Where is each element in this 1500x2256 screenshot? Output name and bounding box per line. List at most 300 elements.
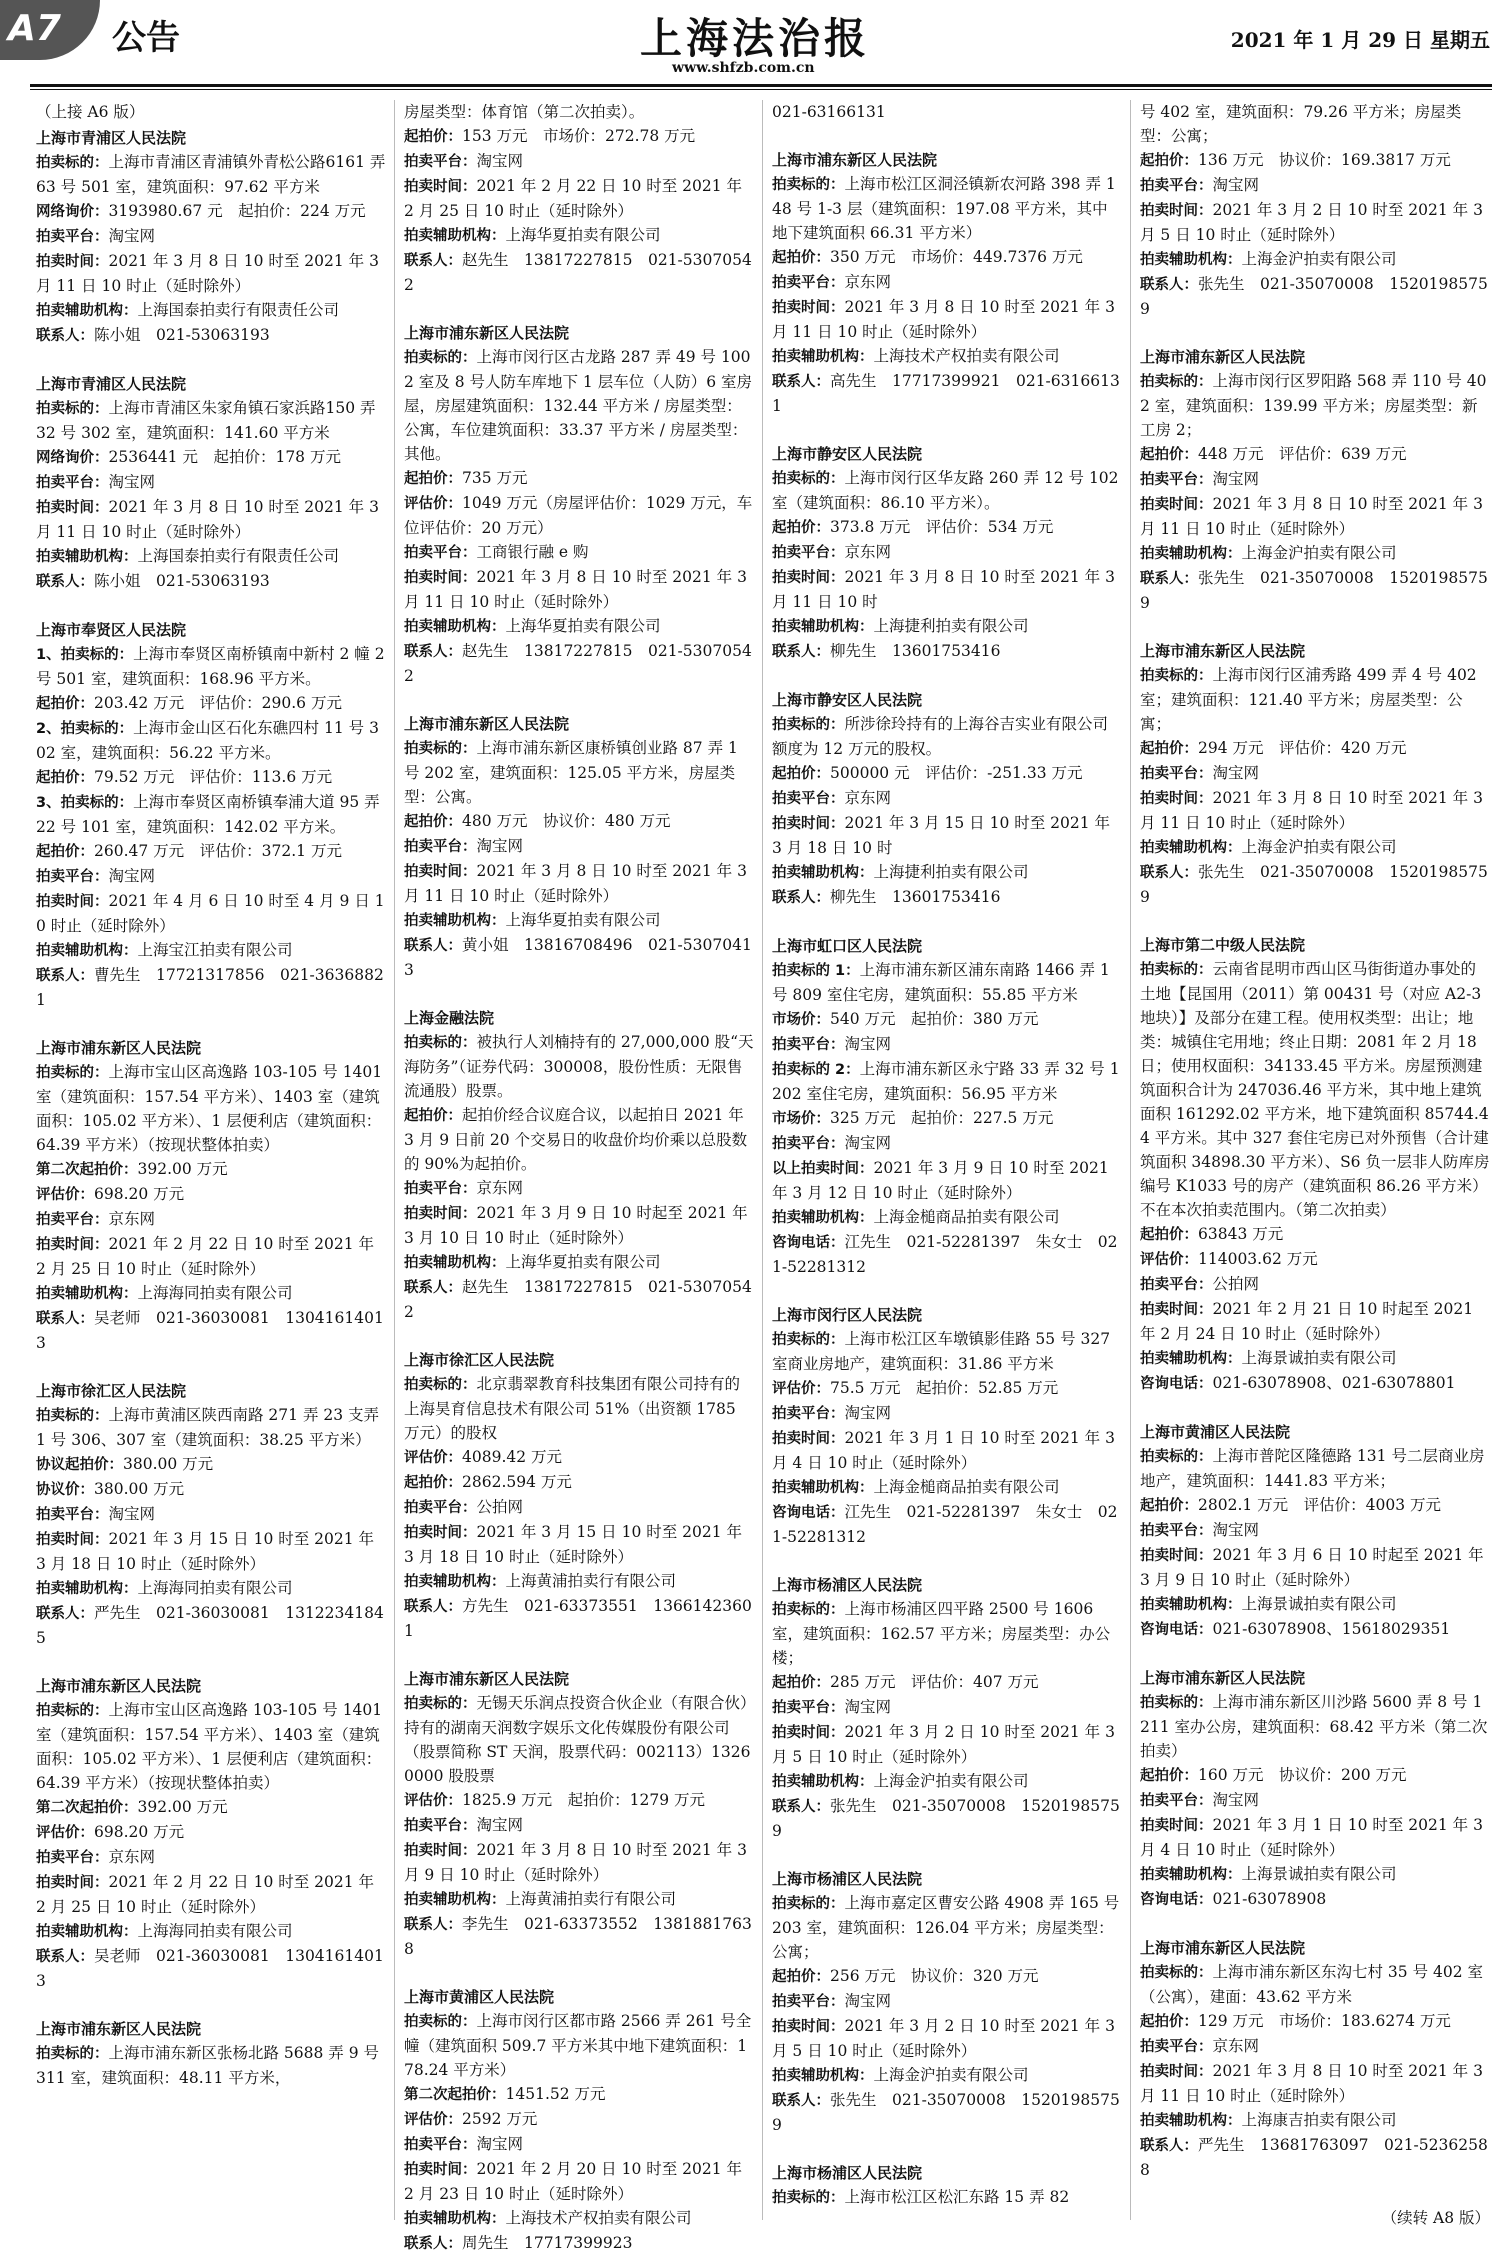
notice-line xyxy=(404,1445,754,1470)
notice-line xyxy=(404,614,754,639)
notice-line xyxy=(36,1232,386,1281)
field-value: 上海市宝山区高逸路 103-105 号 1401 室（建筑面积：157.54 平方米）、1403 室（建筑面积：105.02 平方米）、1 层便利店（建筑面积：64.39 平方米）（按现状整体拍卖） xyxy=(36,1063,383,1154)
notice-line xyxy=(1140,1247,1490,1272)
field-label: 拍卖时间： xyxy=(404,1206,477,1222)
field-value: 上海市闵行区罗阳路 568 弄 110 号 402 室，建筑面积：139.99 平方米；房屋类型：新工房 2； xyxy=(1140,372,1487,439)
field-value: 2021 年 3 月 2 日 10 时至 2021 年 3 月 5 日 10 时止（延时除外） xyxy=(1140,201,1483,244)
field-label: 起拍价： xyxy=(1140,741,1198,757)
field-value: 2021 年 3 月 8 日 10 时至 2021 年 3 月 9 日 10 时止（延时除外） xyxy=(404,1841,747,1884)
field-label: 拍卖标的： xyxy=(36,155,109,171)
field-value: 赵先生 13817227815 021-53070542 xyxy=(404,251,752,294)
notice-line xyxy=(36,1820,386,1845)
field-label: 评估价： xyxy=(36,1187,94,1203)
notice-line xyxy=(404,345,754,466)
field-value: 吴老师 021-36030081 13041614013 xyxy=(36,1947,384,1990)
field-value: 上海金沪拍卖有限公司 xyxy=(873,2066,1029,2084)
field-label: 联系人： xyxy=(36,1311,94,1327)
notice-line xyxy=(1140,1518,1490,1543)
field-label: 拍卖辅助机构： xyxy=(1140,840,1242,856)
notice-line xyxy=(1140,786,1490,835)
field-label: 拍卖标的： xyxy=(1140,962,1213,978)
field-label: 拍卖平台： xyxy=(772,1700,845,1716)
field-value: 136 万元 协议价：169.3817 万元 xyxy=(1198,151,1451,169)
field-label: 拍卖时间： xyxy=(772,1431,845,1447)
field-label: 拍卖平台： xyxy=(404,1500,477,1516)
field-value: 上海康吉拍卖有限公司 xyxy=(1241,2111,1397,2129)
field-label: 拍卖时间： xyxy=(404,570,477,586)
field-value: 京东网 xyxy=(108,1848,156,1866)
notice-line xyxy=(36,642,386,691)
auction-notice xyxy=(404,1667,754,1961)
field-value: 京东网 xyxy=(844,543,892,561)
field-label: 协议起拍价： xyxy=(36,1457,123,1473)
notice-line xyxy=(772,2014,1122,2063)
field-value: 540 万元 起拍价：380 万元 xyxy=(830,1010,1039,1028)
notice-line xyxy=(36,1795,386,1820)
field-value: 上海市杨浦区四平路 2500 号 1606 室，建筑面积：162.57 平方米；房屋类型：办公楼； xyxy=(772,1600,1111,1667)
field-value: 上海海同拍卖有限公司 xyxy=(137,1579,293,1597)
field-value: 张先生 021-35070008 15201985759 xyxy=(1140,863,1488,906)
field-label: 拍卖平台： xyxy=(1140,1793,1213,1809)
notice-line xyxy=(772,1670,1122,1695)
notice-line xyxy=(1140,1272,1490,1297)
court-name: 上海市徐汇区人民法院 xyxy=(404,1351,555,1369)
notice-line xyxy=(1140,247,1490,272)
field-value: 上海景诚拍卖有限公司 xyxy=(1241,1595,1397,1613)
field-value: 北京翡翠教育科技集团有限公司持有的上海昊育信息技术有限公司 51%（出资额 1785 万元）的股权 xyxy=(404,1375,741,1442)
field-label: 拍卖标的： xyxy=(772,2190,845,2206)
notice-line xyxy=(36,249,386,298)
field-value: 上海市宝山区高逸路 103-105 号 1401 室（建筑面积：157.54 平方米）、1403 室（建筑面积：105.02 平方米）、1 层便利店（建筑面积：64.39 平方米）（按现状整体拍卖） xyxy=(36,1701,383,1792)
field-label: 拍卖平台： xyxy=(36,229,109,245)
notice-line xyxy=(1140,1592,1490,1617)
field-label: 拍卖平台： xyxy=(404,839,477,855)
auction-notice xyxy=(1140,1666,1490,1912)
field-value: 上海市金山区石化东礁四村 11 号 302 室，建筑面积：56.22 平方米。 xyxy=(36,719,379,762)
notice-line xyxy=(36,963,386,1012)
field-label: 第二次起拍价： xyxy=(36,1800,138,1816)
notice-line xyxy=(1140,442,1490,467)
field-label: 拍卖平台： xyxy=(772,545,845,561)
field-value: 350 万元 市场价：449.7376 万元 xyxy=(830,248,1083,266)
notice-line xyxy=(404,491,754,540)
field-label: 拍卖标的： xyxy=(1140,1695,1213,1711)
field-value: 2021 年 3 月 8 日 10 时至 2021 年 3 月 11 日 10 时止（延时除外） xyxy=(1140,495,1483,538)
field-label: 评估价： xyxy=(1140,1252,1198,1268)
notice-line xyxy=(404,2231,754,2256)
auction-notice xyxy=(772,1303,1122,1549)
field-value: 陈小姐 021-53063193 xyxy=(94,326,270,344)
notice-line xyxy=(1140,1960,1490,2009)
field-value: 2021 年 2 月 20 日 10 时至 2021 年 2 月 23 日 10 时止（延时除外） xyxy=(404,2160,743,2203)
field-label: 拍卖标的： xyxy=(772,471,845,487)
notice-line xyxy=(404,565,754,614)
field-value: 淘宝网 xyxy=(476,1816,524,1834)
field-value: 上海市浦东新区张杨北路 5688 弄 9 号 311 室，建筑面积：48.11 平方米， xyxy=(36,2044,380,2087)
field-label: 拍卖平台： xyxy=(772,1994,845,2010)
notice-line xyxy=(404,1838,754,1887)
notice-line xyxy=(36,2041,386,2090)
court-name: 上海市浦东新区人民法院 xyxy=(1140,1939,1306,1957)
field-value: 吴老师 021-36030081 13041614013 xyxy=(36,1309,384,1352)
field-value: 2021 年 4 月 6 日 10 时至 4 月 9 日 10 时止（延时除外） xyxy=(36,892,385,935)
field-label: 拍卖标的： xyxy=(36,401,109,417)
field-label: 拍卖标的 2： xyxy=(772,1062,860,1078)
notice-line xyxy=(772,1695,1122,1720)
field-value: 上海市闵行区华友路 260 弄 12 号 102 室（建筑面积：86.10 平方米）。 xyxy=(772,469,1119,512)
notice-line xyxy=(36,1845,386,1870)
field-label: 起拍价： xyxy=(36,844,94,860)
field-label: 拍卖辅助机构： xyxy=(36,1286,138,1302)
field-value: 上海金沪拍卖有限公司 xyxy=(1241,544,1397,562)
field-label: 联系人： xyxy=(772,644,830,660)
field-value: 2536441 元 起拍价：178 万元 xyxy=(108,448,341,466)
notice-line xyxy=(1140,2009,1490,2034)
court-name: 上海市浦东新区人民法院 xyxy=(404,1670,570,1688)
field-label: 起拍价： xyxy=(772,520,830,536)
field-value: 淘宝网 xyxy=(108,1505,156,1523)
field-label: 拍卖辅助机构： xyxy=(772,865,874,881)
field-label: 拍卖时间： xyxy=(404,179,477,195)
field-value: 黄小姐 13816708496 021-53070413 xyxy=(404,936,752,979)
notice-line xyxy=(404,736,754,809)
auction-notice xyxy=(404,321,754,688)
field-label: 拍卖标的： xyxy=(1140,1449,1213,1465)
notice-line xyxy=(772,712,1122,761)
notice-line xyxy=(36,1527,386,1576)
notice-line xyxy=(772,1205,1122,1230)
notice-line xyxy=(36,1919,386,1944)
notice-line xyxy=(36,199,386,224)
auction-notice xyxy=(772,688,1122,910)
field-value: 上海市奉贤区南桥镇奉浦大道 95 弄 22 号 101 室，建筑面积：142.02 平方米。 xyxy=(36,793,380,836)
field-label: 联系人： xyxy=(404,1599,462,1615)
field-label: 拍卖辅助机构： xyxy=(1140,1597,1242,1613)
field-label: 协议价： xyxy=(36,1482,94,1498)
field-value: 淘宝网 xyxy=(844,1992,892,2010)
notice-line xyxy=(404,149,754,174)
field-value: 153 万元 市场价：272.78 万元 xyxy=(462,127,696,145)
field-value: 京东网 xyxy=(1212,2037,1260,2055)
field-label: 拍卖时间： xyxy=(404,864,477,880)
auction-notice xyxy=(404,712,754,982)
notice-line xyxy=(404,2009,754,2082)
notice-line xyxy=(404,1201,754,1250)
notice-line xyxy=(772,1769,1122,1794)
field-label: 拍卖时间： xyxy=(36,1875,109,1891)
field-label: 咨询电话： xyxy=(1140,1376,1213,1392)
notice-line xyxy=(1140,957,1490,1222)
court-name: 上海市杨浦区人民法院 xyxy=(772,1576,923,1594)
notice-line xyxy=(1140,1493,1490,1518)
notice-line xyxy=(772,245,1122,270)
field-label: 联系人： xyxy=(36,1606,94,1622)
field-label: 拍卖平台： xyxy=(404,1181,477,1197)
notice-line xyxy=(772,1106,1122,1131)
field-value: 上海捷利拍卖有限公司 xyxy=(873,863,1029,881)
field-label: 拍卖平台： xyxy=(404,2137,477,2153)
field-label: 拍卖时间： xyxy=(36,500,109,516)
field-value: 严先生 13681763097 021-52362588 xyxy=(1140,2136,1488,2179)
field-value: 373.8 万元 评估价：534 万元 xyxy=(830,518,1054,536)
notice-line xyxy=(404,1250,754,1275)
field-label: 拍卖时间： xyxy=(772,570,845,586)
field-value: 上海市浦东新区川沙路 5600 弄 8 号 1211 室办公房，建筑面积：68.42 平方米（第二次拍卖） xyxy=(1140,1693,1488,1760)
field-label: 拍卖时间： xyxy=(36,1237,109,1253)
field-value: 淘宝网 xyxy=(1212,470,1260,488)
notice-line xyxy=(1140,541,1490,566)
field-label: 拍卖时间： xyxy=(772,2019,845,2035)
court-name: 上海市闵行区人民法院 xyxy=(772,1306,923,1324)
notice-line xyxy=(36,1060,386,1157)
field-value: 上海宝江拍卖有限公司 xyxy=(137,941,293,959)
notice-line xyxy=(772,1500,1122,1549)
auction-notice xyxy=(772,934,1122,1279)
field-label: 拍卖平台： xyxy=(772,275,845,291)
field-label: 拍卖辅助机构： xyxy=(404,2211,506,2227)
field-label: 拍卖时间： xyxy=(36,254,109,270)
field-value: 上海金沪拍卖有限公司 xyxy=(1241,250,1397,268)
field-value: 上海市松江区松汇东路 15 弄 82 xyxy=(844,2188,1070,2206)
notice-line xyxy=(36,691,386,716)
auction-notice xyxy=(1140,639,1490,909)
field-value: 柳先生 13601753416 xyxy=(830,642,1001,660)
notice-line xyxy=(404,2132,754,2157)
court-name: 上海市浦东新区人民法院 xyxy=(36,1039,202,1057)
notice-line xyxy=(404,223,754,248)
notice-line xyxy=(1140,566,1490,615)
court-name: 上海市第二中级人民法院 xyxy=(1140,936,1306,954)
field-value: 陈小姐 021-53063193 xyxy=(94,572,270,590)
notice-line xyxy=(36,1576,386,1601)
field-value: 2021 年 3 月 8 日 10 时至 2021 年 3 月 11 日 10 时止（延时除外） xyxy=(404,568,747,611)
notice-line xyxy=(404,639,754,688)
field-label: 拍卖时间： xyxy=(1140,203,1213,219)
court-name: 上海市浦东新区人民法院 xyxy=(36,2020,202,2038)
field-value: 京东网 xyxy=(108,1210,156,1228)
field-value: 上海金槌商品拍卖有限公司 xyxy=(873,1208,1060,1226)
field-value: 698.20 万元 xyxy=(94,1185,185,1203)
continued-from: （上接 A6 版） xyxy=(36,103,145,121)
header-rule xyxy=(30,84,1492,87)
field-value: 上海技术产权拍卖有限公司 xyxy=(505,2209,692,2227)
auction-notice xyxy=(36,1036,386,1355)
notice-line xyxy=(404,2107,754,2132)
field-label: 拍卖时间： xyxy=(1140,497,1213,513)
field-value: 淘宝网 xyxy=(844,1698,892,1716)
field-value: 张先生 021-35070008 15201985759 xyxy=(1140,569,1488,612)
field-label: 拍卖标的： xyxy=(36,1065,109,1081)
notice-line xyxy=(36,716,386,765)
field-value: 淘宝网 xyxy=(1212,1791,1260,1809)
notice-line xyxy=(36,445,386,470)
auction-notice xyxy=(772,442,1122,664)
header-rule-thin xyxy=(30,89,1492,90)
notice-line xyxy=(404,1103,754,1176)
notice-line xyxy=(404,2206,754,2231)
auction-notice xyxy=(404,1006,754,1324)
notice-line xyxy=(404,1470,754,1495)
court-name: 上海市徐汇区人民法院 xyxy=(36,1382,187,1400)
notice-line xyxy=(772,295,1122,344)
field-value: 2592 万元 xyxy=(462,2110,538,2128)
field-value: 735 万元 xyxy=(462,469,528,487)
auction-notice xyxy=(772,100,1122,124)
field-value: 1049 万元（房屋评估价：1029 万元，车位评估价：20 万元） xyxy=(404,494,753,537)
auction-notice xyxy=(772,1573,1122,1843)
field-value: 淘宝网 xyxy=(1212,1521,1260,1539)
notice-line xyxy=(404,1030,754,1103)
field-value: 021-63166131 xyxy=(772,103,886,121)
field-value: 2021 年 3 月 1 日 10 时至 2021 年 3 月 4 日 10 时止（延时除外） xyxy=(772,1429,1115,1472)
field-label: 拍卖标的： xyxy=(1140,1965,1213,1981)
field-label: 联系人： xyxy=(1140,277,1198,293)
notice-line xyxy=(772,1230,1122,1279)
field-value: 256 万元 协议价：320 万元 xyxy=(830,1967,1039,1985)
notice-line xyxy=(772,1426,1122,1475)
field-label: 拍卖标的： xyxy=(772,1602,845,1618)
notice-line xyxy=(772,1156,1122,1205)
field-value: 上海市黄浦区陕西南路 271 弄 23 支弄 1 号 306、307 室（建筑面积：38.25 平方米） xyxy=(36,1406,380,1449)
field-label: 拍卖标的： xyxy=(404,1035,477,1051)
notice-line xyxy=(404,809,754,834)
notice-line xyxy=(404,100,754,124)
notice-line xyxy=(1140,1543,1490,1592)
field-value: 2021 年 3 月 15 日 10 时至 2021 年 3 月 18 日 10 时止（延时除外） xyxy=(404,1523,743,1566)
notice-line xyxy=(1140,173,1490,198)
field-label: 网络询价： xyxy=(36,450,109,466)
field-value: 淘宝网 xyxy=(1212,764,1260,782)
field-label: 咨询电话： xyxy=(1140,1892,1213,1908)
field-value: 380.00 万元 xyxy=(123,1455,214,1473)
field-label: 起拍价： xyxy=(36,770,94,786)
court-name: 上海市虹口区人民法院 xyxy=(772,937,923,955)
field-label: 第二次起拍价： xyxy=(36,1162,138,1178)
court-name: 上海市黄浦区人民法院 xyxy=(1140,1423,1291,1441)
field-label: 评估价： xyxy=(404,496,462,512)
notice-line xyxy=(36,224,386,249)
field-label: 第二次起拍价： xyxy=(404,2087,506,2103)
field-value: 79.52 万元 评估价：113.6 万元 xyxy=(94,768,333,786)
notice-line xyxy=(772,1720,1122,1769)
field-value: 上海市浦东新区浦东南路 1466 弄 1 号 809 室住宅房，建筑面积：55.85 平方米 xyxy=(772,961,1110,1004)
notice-line xyxy=(772,1376,1122,1401)
field-value: 上海海同拍卖有限公司 xyxy=(137,1922,293,1940)
field-label: 联系人： xyxy=(772,890,830,906)
notice-line xyxy=(1140,492,1490,541)
notice-line xyxy=(36,1698,386,1795)
field-value: 2021 年 3 月 1 日 10 时至 2021 年 3 月 4 日 10 时止（延时除外） xyxy=(1140,1816,1483,1859)
court-name: 上海市青浦区人民法院 xyxy=(36,375,187,393)
auction-notice xyxy=(404,1985,754,2256)
field-label: 拍卖平台： xyxy=(36,1507,109,1523)
field-label: 拍卖辅助机构： xyxy=(1140,2113,1242,2129)
field-label: 拍卖平台： xyxy=(772,791,845,807)
field-value: 2021 年 3 月 6 日 10 时起至 2021 年 3 月 9 日 10 时止（延时除外） xyxy=(1140,1546,1484,1589)
notice-line xyxy=(772,2185,1122,2210)
field-label: 拍卖时间： xyxy=(1140,1302,1213,1318)
field-label: 拍卖平台： xyxy=(36,475,109,491)
field-label: 联系人： xyxy=(404,2236,462,2252)
field-label: 拍卖辅助机构： xyxy=(36,1581,138,1597)
notice-line xyxy=(36,864,386,889)
newspaper-url: www.shfzb.com.cn xyxy=(672,60,815,76)
field-value: 上海华夏拍卖有限公司 xyxy=(505,911,661,929)
notice-line xyxy=(1140,1813,1490,1862)
field-label: 联系人： xyxy=(772,374,830,390)
field-label: 联系人： xyxy=(404,644,462,660)
field-value: 3193980.67 元 起拍价：224 万元 xyxy=(108,202,366,220)
field-label: 拍卖辅助机构： xyxy=(36,943,138,959)
notice-line xyxy=(404,1912,754,1961)
field-label: 拍卖辅助机构： xyxy=(404,1255,506,1271)
notice-line xyxy=(404,1813,754,1838)
notice-line xyxy=(404,1569,754,1594)
field-label: 联系人： xyxy=(1140,865,1198,881)
field-label: 市场价： xyxy=(772,1012,830,1028)
field-value: 上海市闵行区浦秀路 499 弄 4 号 402 室；建筑面积：121.40 平方米；房屋类型：公寓； xyxy=(1140,666,1477,733)
field-value: 起拍价经合议庭合议，以起拍日 2021 年 3 月 9 日前 20 个交易日的收盘价均价乘以总股数的 90%为起拍价。 xyxy=(404,1106,748,1173)
auction-notice xyxy=(1140,1936,1490,2182)
notice-line xyxy=(36,470,386,495)
notice-line xyxy=(772,639,1122,664)
field-value: 2021 年 3 月 8 日 10 时至 2021 年 3 月 11 日 10 时止（延时除外） xyxy=(1140,789,1483,832)
field-label: 联系人： xyxy=(36,574,94,590)
notice-line xyxy=(1140,198,1490,247)
notice-line xyxy=(1140,1763,1490,1788)
newspaper-logo: 上海法治报 xyxy=(640,14,871,63)
field-label: 拍卖时间： xyxy=(36,1532,109,1548)
column-3 xyxy=(772,100,1122,2220)
field-value: 500000 元 评估价：-251.33 万元 xyxy=(830,764,1083,782)
court-name: 上海市浦东新区人民法院 xyxy=(1140,1669,1306,1687)
field-label: 联系人： xyxy=(1140,2138,1198,2154)
notice-line xyxy=(404,540,754,565)
notice-line xyxy=(1140,1617,1490,1642)
field-label: 拍卖标的： xyxy=(404,2014,477,2030)
field-label: 联系人： xyxy=(772,2093,830,2109)
notice-line xyxy=(36,1452,386,1477)
notice-line xyxy=(36,323,386,348)
court-name: 上海市浦东新区人民法院 xyxy=(772,151,938,169)
field-label: 起拍价： xyxy=(772,1675,830,1691)
notice-line xyxy=(36,298,386,323)
field-value: 上海景诚拍卖有限公司 xyxy=(1241,1865,1397,1883)
field-value: 392.00 万元 xyxy=(137,1798,228,1816)
notice-line xyxy=(1140,663,1490,736)
auction-notice xyxy=(1140,933,1490,1396)
notice-line xyxy=(36,765,386,790)
field-value: 2802.1 万元 评估价：4003 万元 xyxy=(1198,1496,1442,1514)
field-value: 2021 年 3 月 8 日 10 时至 2021 年 3 月 11 日 10 时止（延时除外） xyxy=(36,252,379,295)
notice-line xyxy=(772,1794,1122,1843)
field-value: 2021 年 2 月 22 日 10 时至 2021 年 2 月 25 日 10 时止（延时除外） xyxy=(36,1873,375,1916)
field-value: 上海黄浦拍卖行有限公司 xyxy=(505,1572,677,1590)
notice-line xyxy=(1140,369,1490,442)
field-label: 拍卖标的： xyxy=(36,1703,109,1719)
field-label: 拍卖时间： xyxy=(1140,1548,1213,1564)
notice-line xyxy=(36,1870,386,1919)
notice-line xyxy=(772,860,1122,885)
field-value: 392.00 万元 xyxy=(137,1160,228,1178)
field-value: 021-63078908 xyxy=(1212,1890,1327,1908)
field-label: 拍卖标的： xyxy=(1140,668,1213,684)
field-value: 严先生 021-36030081 13122341845 xyxy=(36,1604,384,1647)
field-label: 拍卖标的： xyxy=(36,1408,109,1424)
field-value: 2021 年 3 月 8 日 10 时至 2021 年 3 月 11 日 10 时止（延时除外） xyxy=(404,862,747,905)
notice-line xyxy=(772,466,1122,515)
field-value: 2021 年 3 月 8 日 10 时至 2021 年 3 月 11 日 10 时 xyxy=(772,568,1115,611)
